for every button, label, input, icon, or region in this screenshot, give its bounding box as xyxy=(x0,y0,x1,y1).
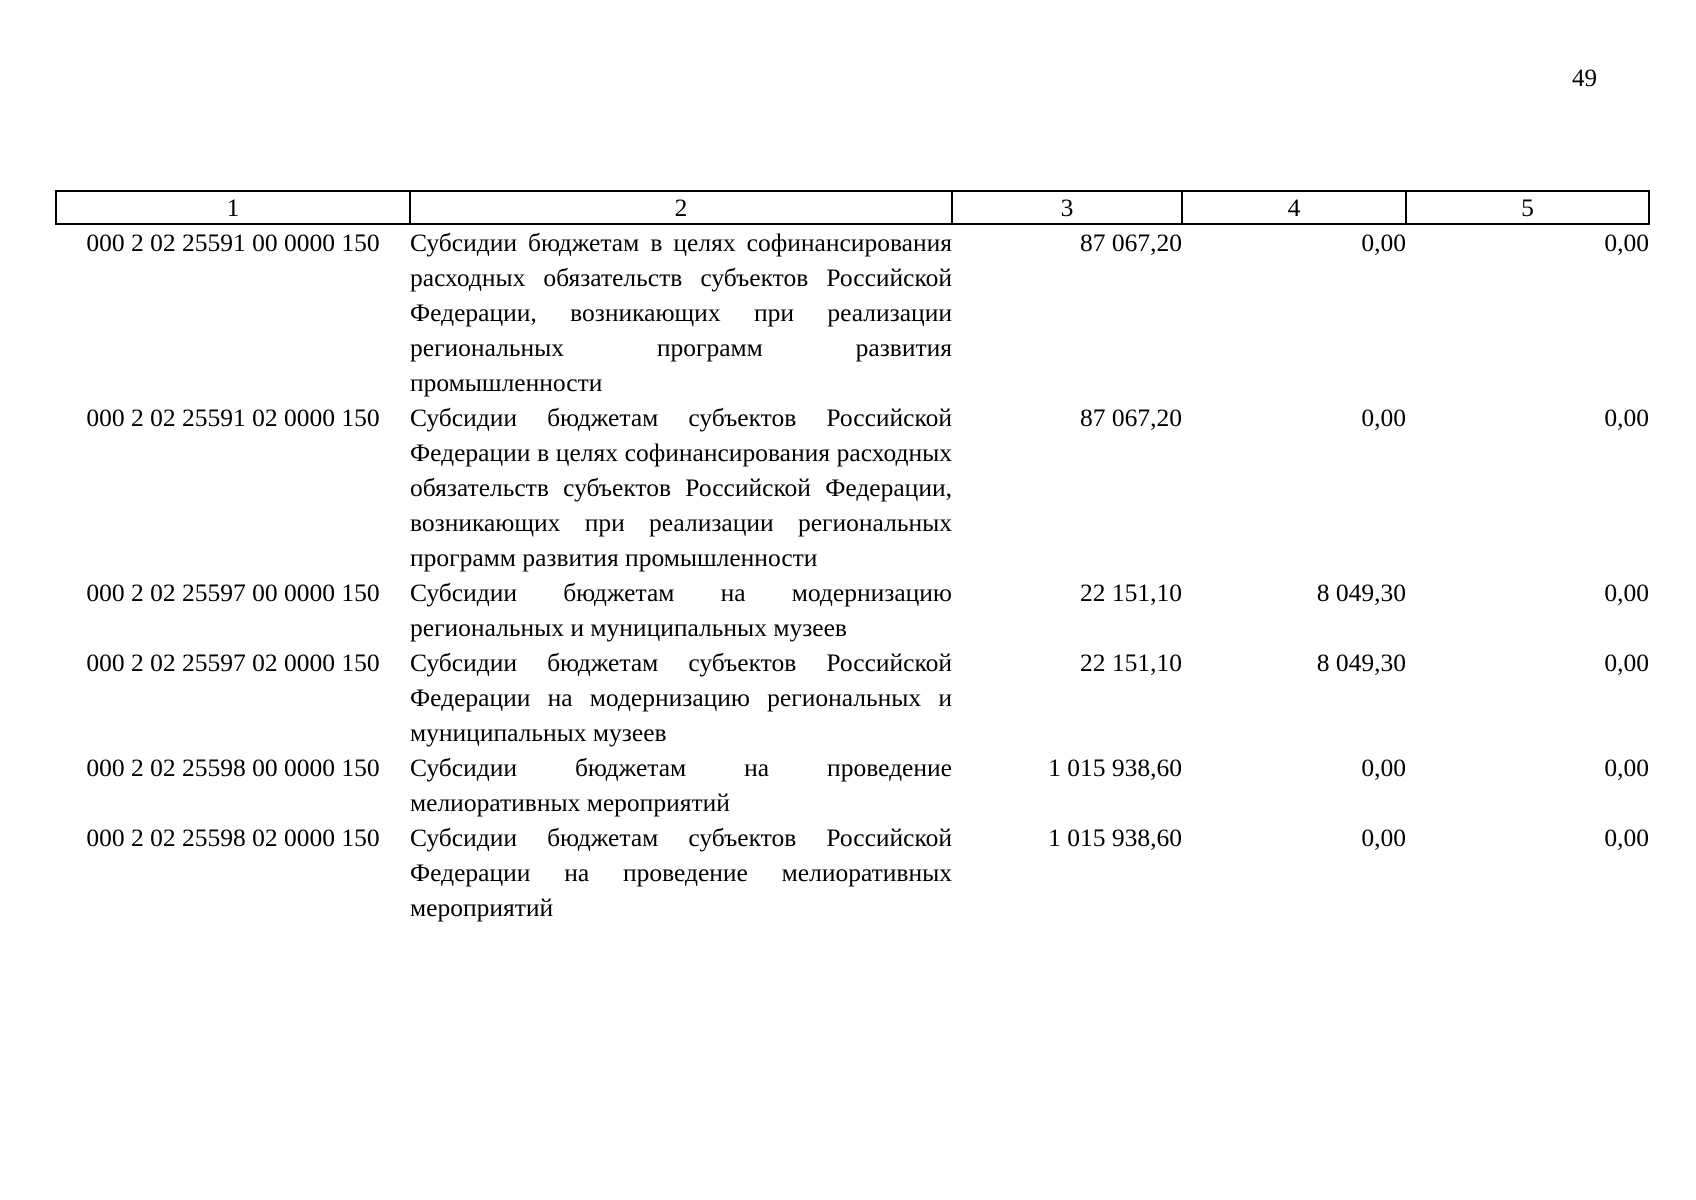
table-header-row xyxy=(56,191,1649,224)
budget-code: 000 2 02 25597 00 0000 150 xyxy=(86,578,380,607)
amount-col4: 0,00 xyxy=(1361,753,1406,782)
description: Субсидии бюджетам в целях софинансирования расходных обязательств субъектов Российской Федерации, возникающих при реализации региональных программ развития промышленности xyxy=(410,228,952,397)
amount-col4: 8 049,30 xyxy=(1316,578,1406,607)
amount-col4: 0,00 xyxy=(1361,228,1406,257)
table-row xyxy=(56,224,1649,400)
table-row xyxy=(56,820,1649,925)
budget-code: 000 2 02 25591 02 0000 150 xyxy=(86,403,380,432)
amount-col3: 22 151,10 xyxy=(1080,578,1182,607)
budget-code: 000 2 02 25598 00 0000 150 xyxy=(86,753,380,782)
budget-code: 000 2 02 25597 02 0000 150 xyxy=(86,648,380,677)
amount-col5: 0,00 xyxy=(1604,228,1649,257)
budget-code: 000 2 02 25598 02 0000 150 xyxy=(86,823,380,852)
amount-col3: 1 015 938,60 xyxy=(1048,753,1182,782)
description: Субсидии бюджетам на модернизацию региональных и муниципальных музеев xyxy=(410,578,952,642)
amount-col3: 87 067,20 xyxy=(1080,403,1182,432)
table-row xyxy=(56,645,1649,750)
amount-col4: 8 049,30 xyxy=(1316,648,1406,677)
budget-code: 000 2 02 25591 00 0000 150 xyxy=(86,228,380,257)
amount-col3: 87 067,20 xyxy=(1080,228,1182,257)
description: Субсидии бюджетам субъектов Российской Федерации на проведение мелиоративных мероприятий xyxy=(410,823,952,922)
budget-table xyxy=(55,190,1650,925)
amount-col5: 0,00 xyxy=(1604,823,1649,852)
amount-col5: 0,00 xyxy=(1604,403,1649,432)
table-row xyxy=(56,575,1649,645)
amount-col4: 0,00 xyxy=(1361,823,1406,852)
header-col-5: 5 xyxy=(1406,191,1649,224)
amount-col5: 0,00 xyxy=(1604,578,1649,607)
amount-col3: 22 151,10 xyxy=(1080,648,1182,677)
description: Субсидии бюджетам субъектов Российской Федерации на модернизацию региональных и муниципальных музеев xyxy=(410,648,952,747)
table-row xyxy=(56,750,1649,820)
amount-col3: 1 015 938,60 xyxy=(1048,823,1182,852)
page-number: 49 xyxy=(1572,65,1597,92)
description: Субсидии бюджетам субъектов Российской Федерации в целях софинансирования расходных обязательств субъектов Российской Федерации, возникающих при реализации региональных программ развития промышленности xyxy=(410,403,952,572)
header-col-3: 3 xyxy=(952,191,1182,224)
table-row xyxy=(56,400,1649,575)
amount-col4: 0,00 xyxy=(1361,403,1406,432)
header-col-1: 1 xyxy=(56,191,410,224)
header-col-2: 2 xyxy=(410,191,952,224)
amount-col5: 0,00 xyxy=(1604,753,1649,782)
description: Субсидии бюджетам на проведение мелиоративных мероприятий xyxy=(410,753,952,817)
amount-col5: 0,00 xyxy=(1604,648,1649,677)
header-col-4: 4 xyxy=(1182,191,1406,224)
